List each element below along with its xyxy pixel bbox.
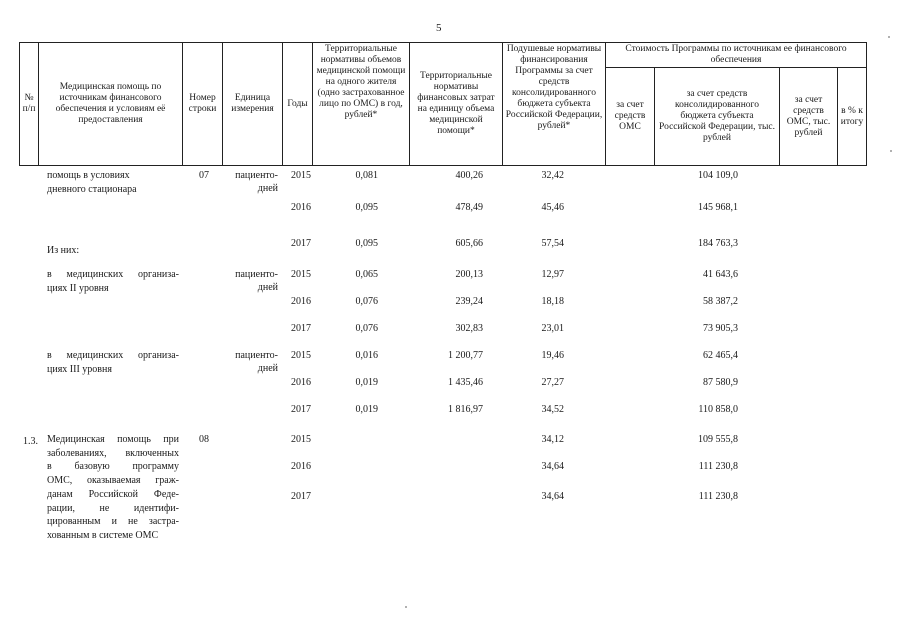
header-unit: Единица измерения xyxy=(223,43,283,166)
per-capita-cell: 19,46 xyxy=(541,350,564,361)
volume-cell: 0,095 xyxy=(355,238,378,249)
cost-cell: 1 816,97 xyxy=(448,404,483,415)
per-capita-cell: 27,27 xyxy=(541,377,564,388)
budget-cell: 111 230,8 xyxy=(698,491,738,502)
budget-cell: 145 968,1 xyxy=(698,202,738,213)
unit-label: пациенто- xyxy=(235,350,278,361)
cost-cell: 478,49 xyxy=(455,202,483,213)
cost-cell: 239,24 xyxy=(455,296,483,307)
volume-cell: 0,095 xyxy=(355,202,378,213)
volume-cell: 0,019 xyxy=(355,377,378,388)
row-label: хованным в системе ОМС xyxy=(47,529,159,541)
cost-cell: 1 200,77 xyxy=(448,350,483,361)
row-code: 07 xyxy=(199,170,209,181)
row-label: в медицинских организа- xyxy=(47,350,179,361)
unit-label: пациенто- xyxy=(235,269,278,280)
header-num: № п/п xyxy=(20,43,39,166)
budget-cell: 184 763,3 xyxy=(698,238,738,249)
header-row-no: Номер строки xyxy=(183,43,223,166)
volume-cell: 0,076 xyxy=(355,323,378,334)
unit-label: дней xyxy=(257,363,278,374)
header-volume-norms: Территориальные нормативы объемов медицинской помощи на одного жителя (одно застрахованное лицо по ОМС) в год, рублей* xyxy=(313,43,410,166)
header-oms-funds: за счет средств ОМС xyxy=(606,68,655,166)
per-capita-cell: 34,64 xyxy=(541,491,564,502)
row-label: ОМС, оказываемая граж- xyxy=(47,475,179,487)
budget-cell: 110 858,0 xyxy=(698,404,738,415)
year-cell: 2015 xyxy=(291,269,311,280)
volume-cell: 0,081 xyxy=(355,170,378,181)
year-cell: 2016 xyxy=(291,377,311,388)
year-cell: 2015 xyxy=(291,434,311,445)
year-cell: 2017 xyxy=(291,238,311,249)
row-label: циях II уровня xyxy=(47,282,109,294)
header-years: Годы xyxy=(283,43,313,166)
header-budget-funds: за счет средств консолидированного бюджета субъекта Российской Федерации, тыс. рублей xyxy=(655,68,780,166)
cost-cell: 302,83 xyxy=(455,323,483,334)
row-label: циях III уровня xyxy=(47,363,112,375)
per-capita-cell: 45,46 xyxy=(541,202,564,213)
year-cell: 2015 xyxy=(291,350,311,361)
row-label: данам Российской Феде- xyxy=(47,488,179,500)
cost-cell: 605,66 xyxy=(455,238,483,249)
per-capita-cell: 12,97 xyxy=(541,269,564,280)
cost-cell: 1 435,46 xyxy=(448,377,483,388)
row-label: в базовую программу xyxy=(47,461,179,473)
budget-cell: 87 580,9 xyxy=(703,377,738,388)
cost-cell: 400,26 xyxy=(455,170,483,181)
year-cell: 2015 xyxy=(291,170,311,181)
row-code: 08 xyxy=(199,434,209,445)
volume-cell: 0,019 xyxy=(355,404,378,415)
per-capita-cell: 34,52 xyxy=(541,404,564,415)
row-label: Медицинская помощь при xyxy=(47,434,179,445)
page-number: 5 xyxy=(436,22,442,34)
unit-label: пациенто- xyxy=(235,170,278,181)
volume-cell: 0,016 xyxy=(355,350,378,361)
budget-cell: 41 643,6 xyxy=(703,269,738,280)
unit-label: дней xyxy=(257,183,278,194)
budget-cell: 109 555,8 xyxy=(698,434,738,445)
unit-label: дней xyxy=(257,282,278,293)
year-cell: 2017 xyxy=(291,491,311,502)
scan-speck xyxy=(890,150,892,152)
table-header xyxy=(19,42,867,166)
scan-speck xyxy=(405,606,407,608)
per-capita-cell: 32,42 xyxy=(541,170,564,181)
budget-cell: 111 230,8 xyxy=(698,461,738,472)
header-program-cost: Стоимость Программы по источникам ее финансового обеспечения xyxy=(606,43,867,68)
year-cell: 2016 xyxy=(291,461,311,472)
row-label: помощь в условиях xyxy=(47,170,130,181)
budget-cell: 62 465,4 xyxy=(703,350,738,361)
year-cell: 2016 xyxy=(291,202,311,213)
per-capita-cell: 34,12 xyxy=(541,434,564,445)
row-label: в медицинских организа- xyxy=(47,269,179,280)
budget-cell: 58 387,2 xyxy=(703,296,738,307)
per-capita-cell: 23,01 xyxy=(541,323,564,334)
row-label: рации, не идентифи- xyxy=(47,502,179,514)
per-capita-cell: 34,64 xyxy=(541,461,564,472)
cost-cell: 200,13 xyxy=(455,269,483,280)
row-label: заболеваниях, включенных xyxy=(47,447,179,459)
header-assistance: Медицинская помощь по источникам финансового обеспечения и условиям её предоставления xyxy=(39,43,183,166)
scan-speck xyxy=(888,36,890,38)
budget-cell: 73 905,3 xyxy=(703,323,738,334)
row-label: дневного стационара xyxy=(47,183,137,195)
volume-cell: 0,076 xyxy=(355,296,378,307)
header-percent: в % к итогу xyxy=(838,68,867,166)
row-label: цированным и не застра- xyxy=(47,516,179,528)
year-cell: 2017 xyxy=(291,404,311,415)
subheading-iz-nih: Из них: xyxy=(47,245,80,256)
per-capita-cell: 18,18 xyxy=(541,296,564,307)
budget-cell: 104 109,0 xyxy=(698,170,738,181)
header-cost-norms: Территориальные нормативы финансовых затрат на единицу объема медицинской помощи* xyxy=(410,43,503,166)
row-number: 1.3. xyxy=(23,436,38,447)
header-per-capita: Подушевые нормативы финансирования Программы за счет средств консолидированного бюджета субъекта Российской Федерации, рублей* xyxy=(503,43,606,166)
year-cell: 2016 xyxy=(291,296,311,307)
header-oms-thousands: за счет средств ОМС, тыс. рублей xyxy=(780,68,838,166)
year-cell: 2017 xyxy=(291,323,311,334)
per-capita-cell: 57,54 xyxy=(541,238,564,249)
volume-cell: 0,065 xyxy=(355,269,378,280)
